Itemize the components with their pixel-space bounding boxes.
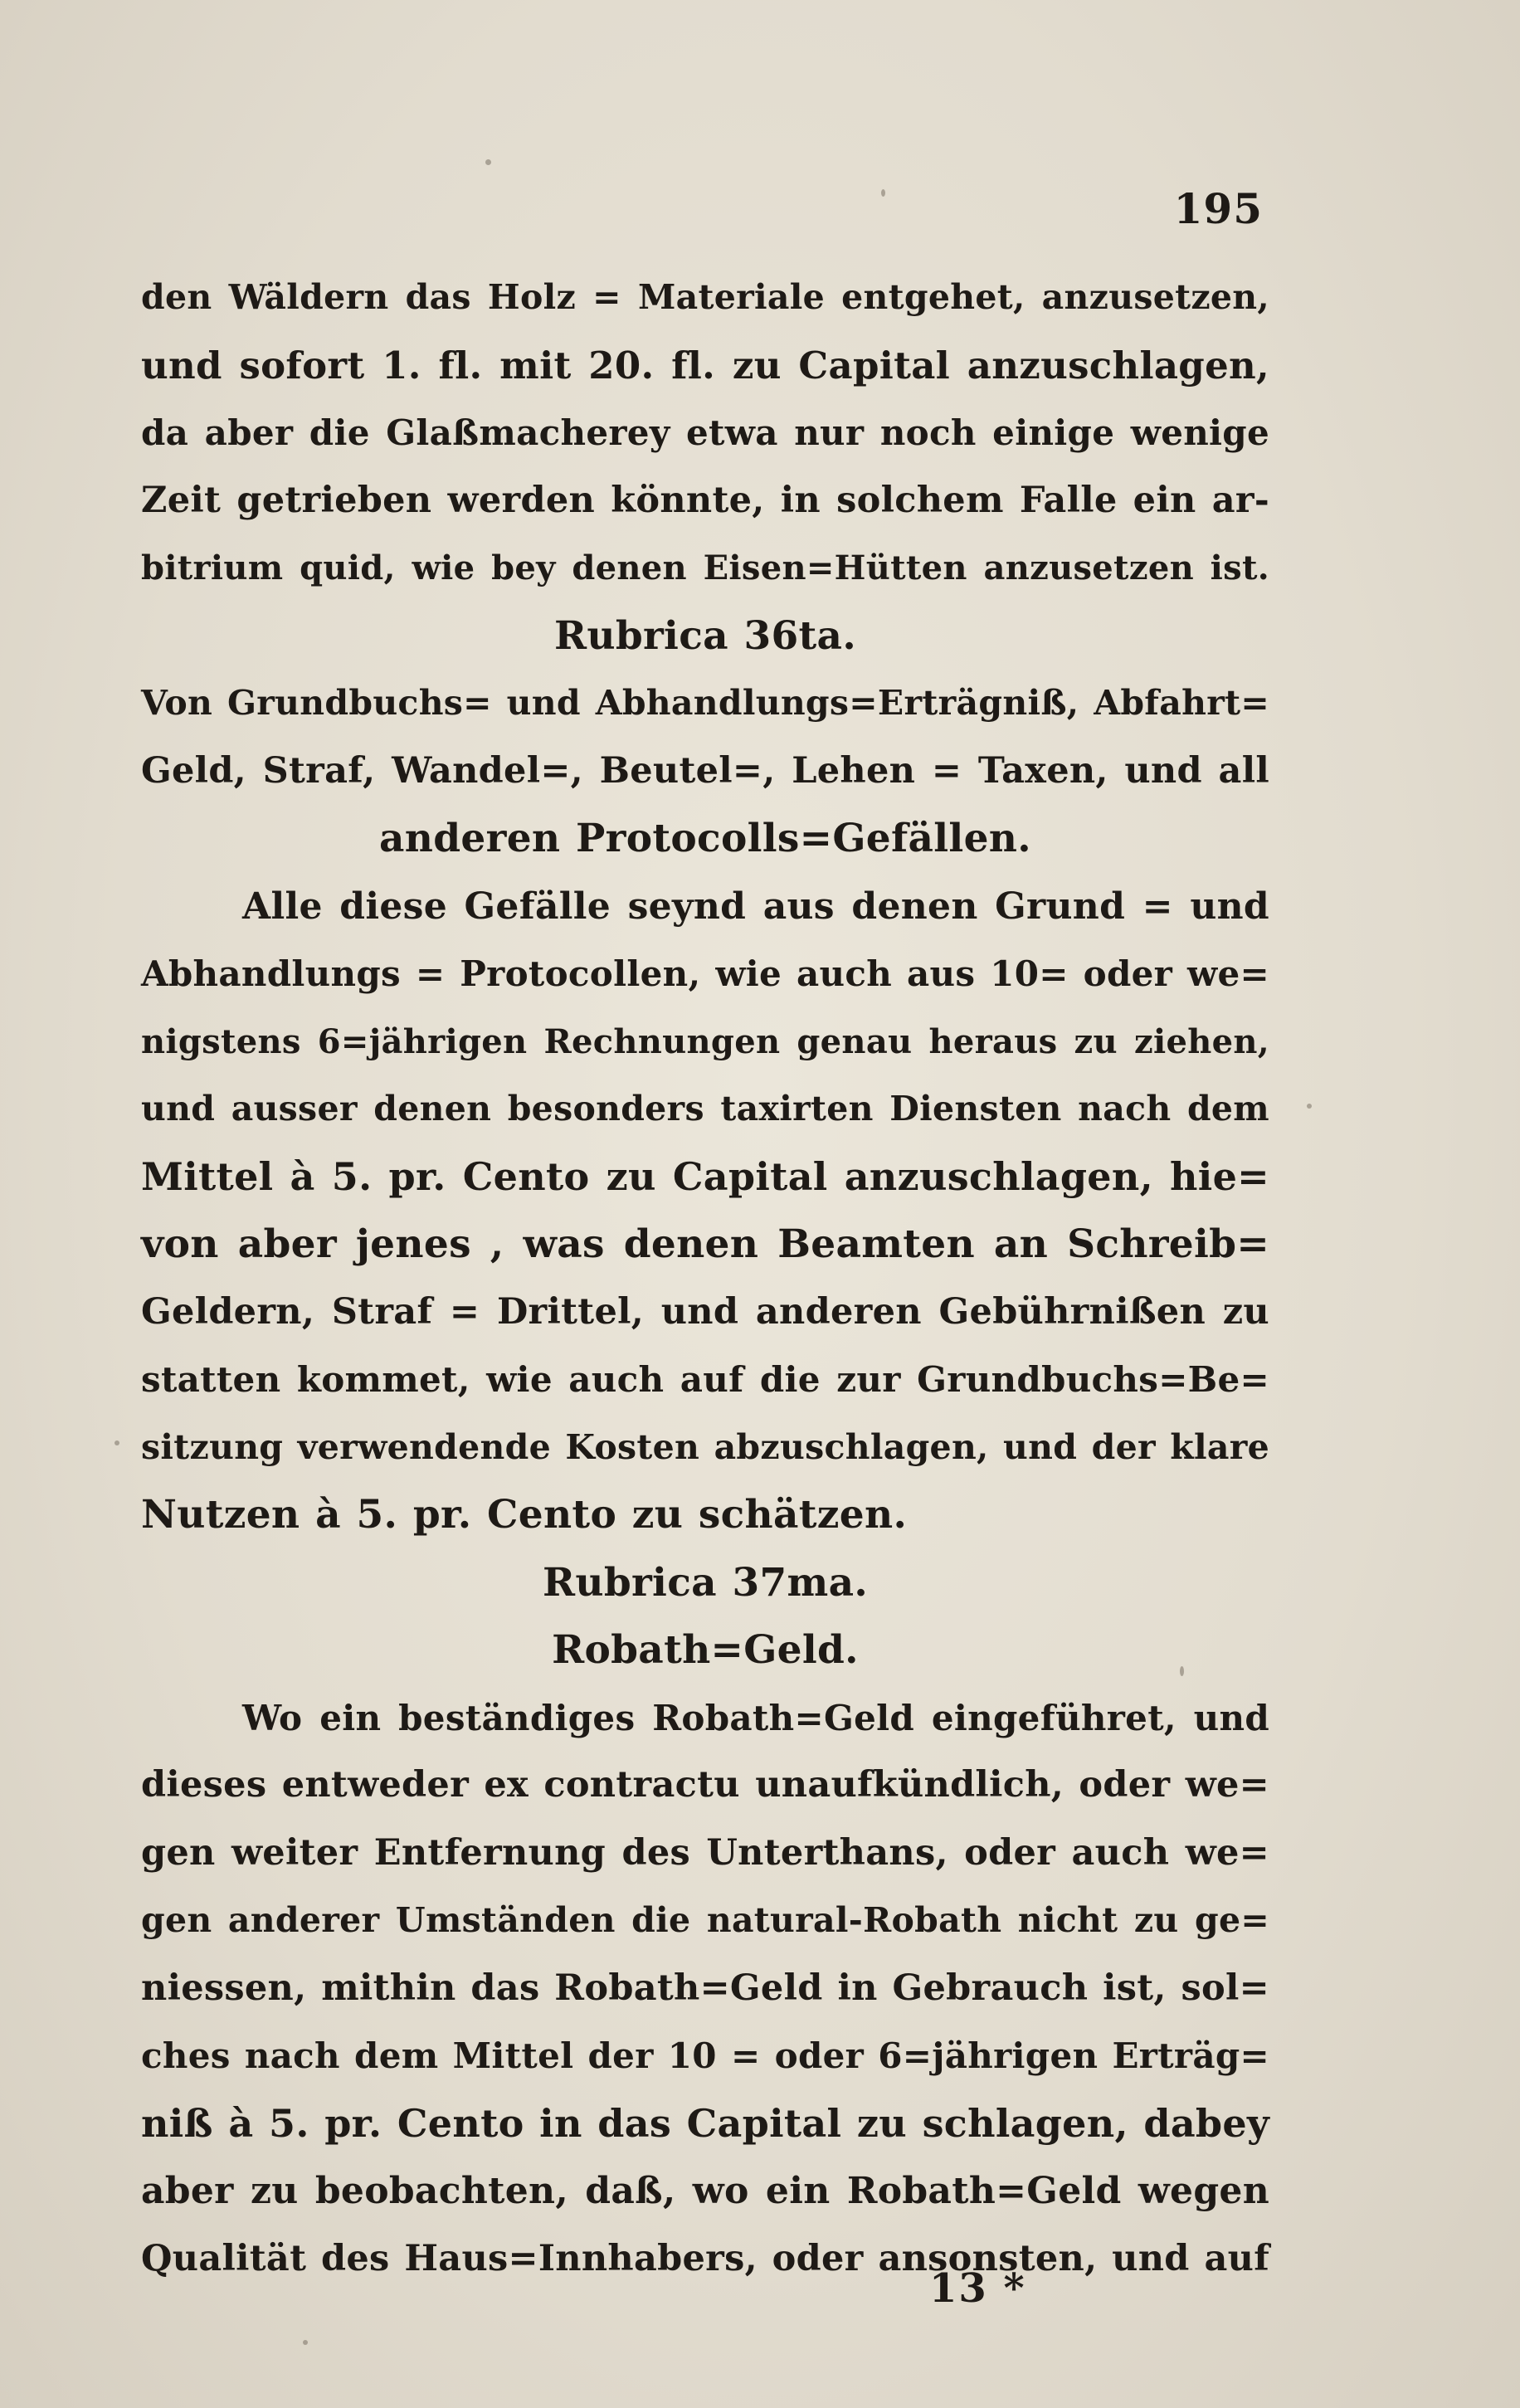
text-line: niessen, mithin das Robath=Geld in Gebrauch ist, sol= (141, 1967, 1269, 2009)
section-title-line: Robath=Geld. (552, 1627, 859, 1673)
text-line: und sofort 1. fl. mit 20. fl. zu Capital anzuschlagen, (141, 343, 1269, 388)
section-heading-rubrica-37: Rubrica 37ma. (543, 1559, 868, 1606)
text-line: Alle diese Gefälle seynd aus denen Grund = und (242, 885, 1269, 928)
text-line: den Wäldern das Holz = Materiale entgehet, anzusetzen, (141, 277, 1269, 317)
paper-speck (303, 2340, 308, 2345)
section-title-line: Von Grundbuchs= und Abhandlungs=Erträgniß, Abfahrt= (141, 683, 1269, 723)
paper-speck (114, 1440, 119, 1445)
text-line: gen anderer Umständen die natural-Robath nicht zu ge= (141, 1900, 1269, 1940)
text-line: statten kommet, wie auch auf die zur Grundbuchs=Be= (141, 1359, 1269, 1400)
text-line: Qualität des Haus=Innhabers, oder ansonsten, und auf (141, 2237, 1269, 2279)
text-line: gen weiter Entfernung des Unterthans, oder auch we= (141, 1831, 1269, 1874)
page-text (141, 264, 1269, 2293)
paper-speck (1180, 1666, 1184, 1676)
section-heading-rubrica-36: Rubrica 36ta. (554, 612, 856, 659)
text-line: und ausser denen besonders taxirten Diensten nach dem (141, 1089, 1269, 1128)
text-line: Zeit getrieben werden könnte, in solchem Falle ein ar- (141, 479, 1269, 521)
page-number: 195 (1173, 184, 1263, 233)
text-line: Nutzen à 5. pr. Cento zu schätzen. (141, 1492, 908, 1538)
text-line: ches nach dem Mittel der 10 = oder 6=jährigen Erträg= (141, 2035, 1269, 2076)
text-line: von aber jenes , was denen Beamten an Schreib= (141, 1221, 1269, 1267)
section-title-line: Geld, Straf, Wandel=, Beutel=, Lehen = Taxen, und all (141, 749, 1269, 792)
signature-mark: 13 * (929, 2265, 1026, 2312)
text-line: Abhandlungs = Protocollen, wie auch aus 10= oder we= (141, 953, 1269, 994)
text-line: bitrium quid, wie bey denen Eisen=Hütten anzusetzen ist. (141, 548, 1269, 587)
text-line: sitzung verwendende Kosten abzuschlagen, und der klare (141, 1426, 1269, 1467)
paper-speck (881, 189, 885, 197)
paper-speck (485, 159, 491, 165)
text-line: nigstens 6=jährigen Rechnungen genau heraus zu ziehen, (141, 1021, 1269, 1061)
text-line: dieses entweder ex contractu unaufkündlich, oder we= (141, 1764, 1269, 1806)
text-line: Geldern, Straf = Drittel, und anderen Gebührnißen zu (141, 1290, 1269, 1333)
section-title-line: anderen Protocolls=Gefällen. (379, 816, 1031, 861)
text-line: Mittel à 5. pr. Cento zu Capital anzuschlagen, hie= (141, 1153, 1269, 1199)
text-line: aber zu beobachten, daß, wo ein Robath=Geld wegen (141, 2170, 1269, 2212)
text-line: Wo ein beständiges Robath=Geld eingeführet, und (242, 1697, 1269, 1738)
text-line: niß à 5. pr. Cento in das Capital zu schlagen, dabey (141, 2100, 1269, 2146)
text-line: da aber die Glaßmacherey etwa nur noch einige wenige (141, 412, 1269, 453)
paper-speck (1307, 1104, 1312, 1109)
